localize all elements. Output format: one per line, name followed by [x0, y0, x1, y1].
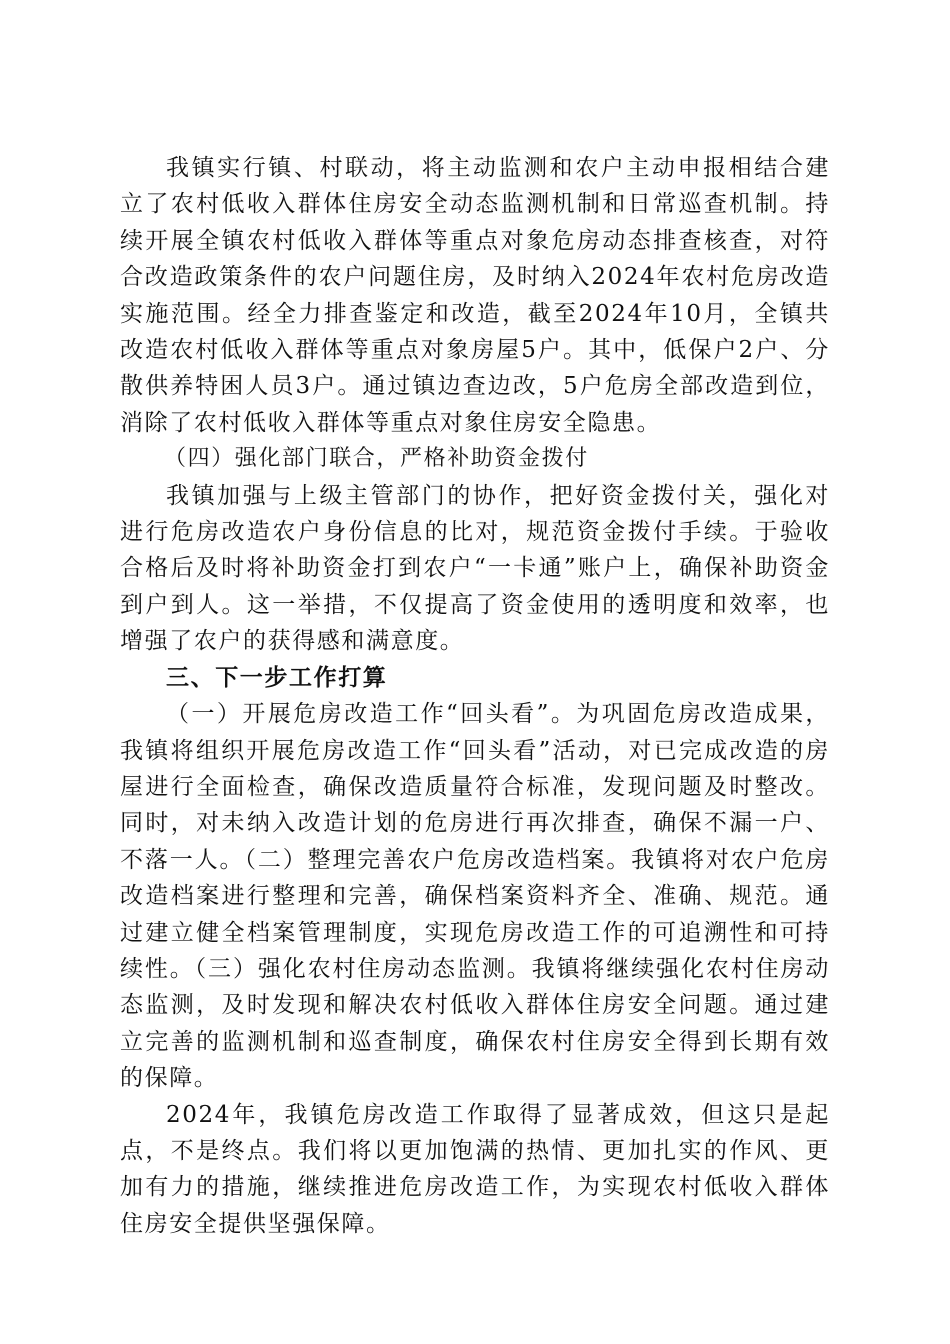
paragraph-next-steps: （一）开展危房改造工作“回头看”。为巩固危房改造成果，我镇将组织开展危房改造工作“回头看”活动，对已完成改造的房屋进行全面检查，确保改造质量符合标准，发现问题及时整改。同时，对未纳入改造计划的危房进行再次排查，确保不漏一户、不落一人。（二）整理完善农户危房改造档案。我镇将对农户危房改造档案进行整理和完善，确保档案资料齐全、准确、规范。通过建立健全档案管理制度，实现危房改造工作的可追溯性和可持续性。（三）强化农村住房动态监测。我镇将继续强化农村住房动态监测，及时发现和解决农村低收入群体住房安全问题。通过建立完善的监测机制和巡查制度，确保农村住房安全得到长期有效的保障。 [120, 701, 830, 1092]
section-heading-next-steps: 三、下一步工作打算 [166, 664, 388, 691]
paragraph-funding: 我镇加强与上级主管部门的协作，把好资金拨付关，强化对进行危房改造农户身份信息的比对，规范资金拨付手续。于验收合格后及时将补助资金打到农户“一卡通”账户上，确保补助资金到户到人。这一举措，不仅提高了资金使用的透明度和效率，也增强了农户的获得感和满意度。 [120, 482, 830, 655]
paragraph-conclusion: 2024年，我镇危房改造工作取得了显著成效，但这只是起点，不是终点。我们将以更加饱满的热情、更加扎实的作风、更加有力的措施，继续推进危房改造工作，为实现农村低收入群体住房安全提供坚强保障。 [120, 1101, 830, 1237]
subheading-four: （四）强化部门联合，严格补助资金拨付 [164, 446, 589, 472]
document-body [120, 150, 830, 1242]
paragraph-monitoring: 我镇实行镇、村联动，将主动监测和农户主动申报相结合建立了农村低收入群体住房安全动态监测机制和日常巡查机制。持续开展全镇农村低收入群体等重点对象危房动态排查核查，对符合改造政策条件的农户问题住房，及时纳入2024年农村危房改造实施范围。经全力排查鉴定和改造，截至2024年10月，全镇共改造农村低收入群体等重点对象房屋5户。其中，低保户2户、分散供养特困人员3户。通过镇边查边改，5户危房全部改造到位，消除了农村低收入群体等重点对象住房安全隐患。 [120, 155, 830, 436]
